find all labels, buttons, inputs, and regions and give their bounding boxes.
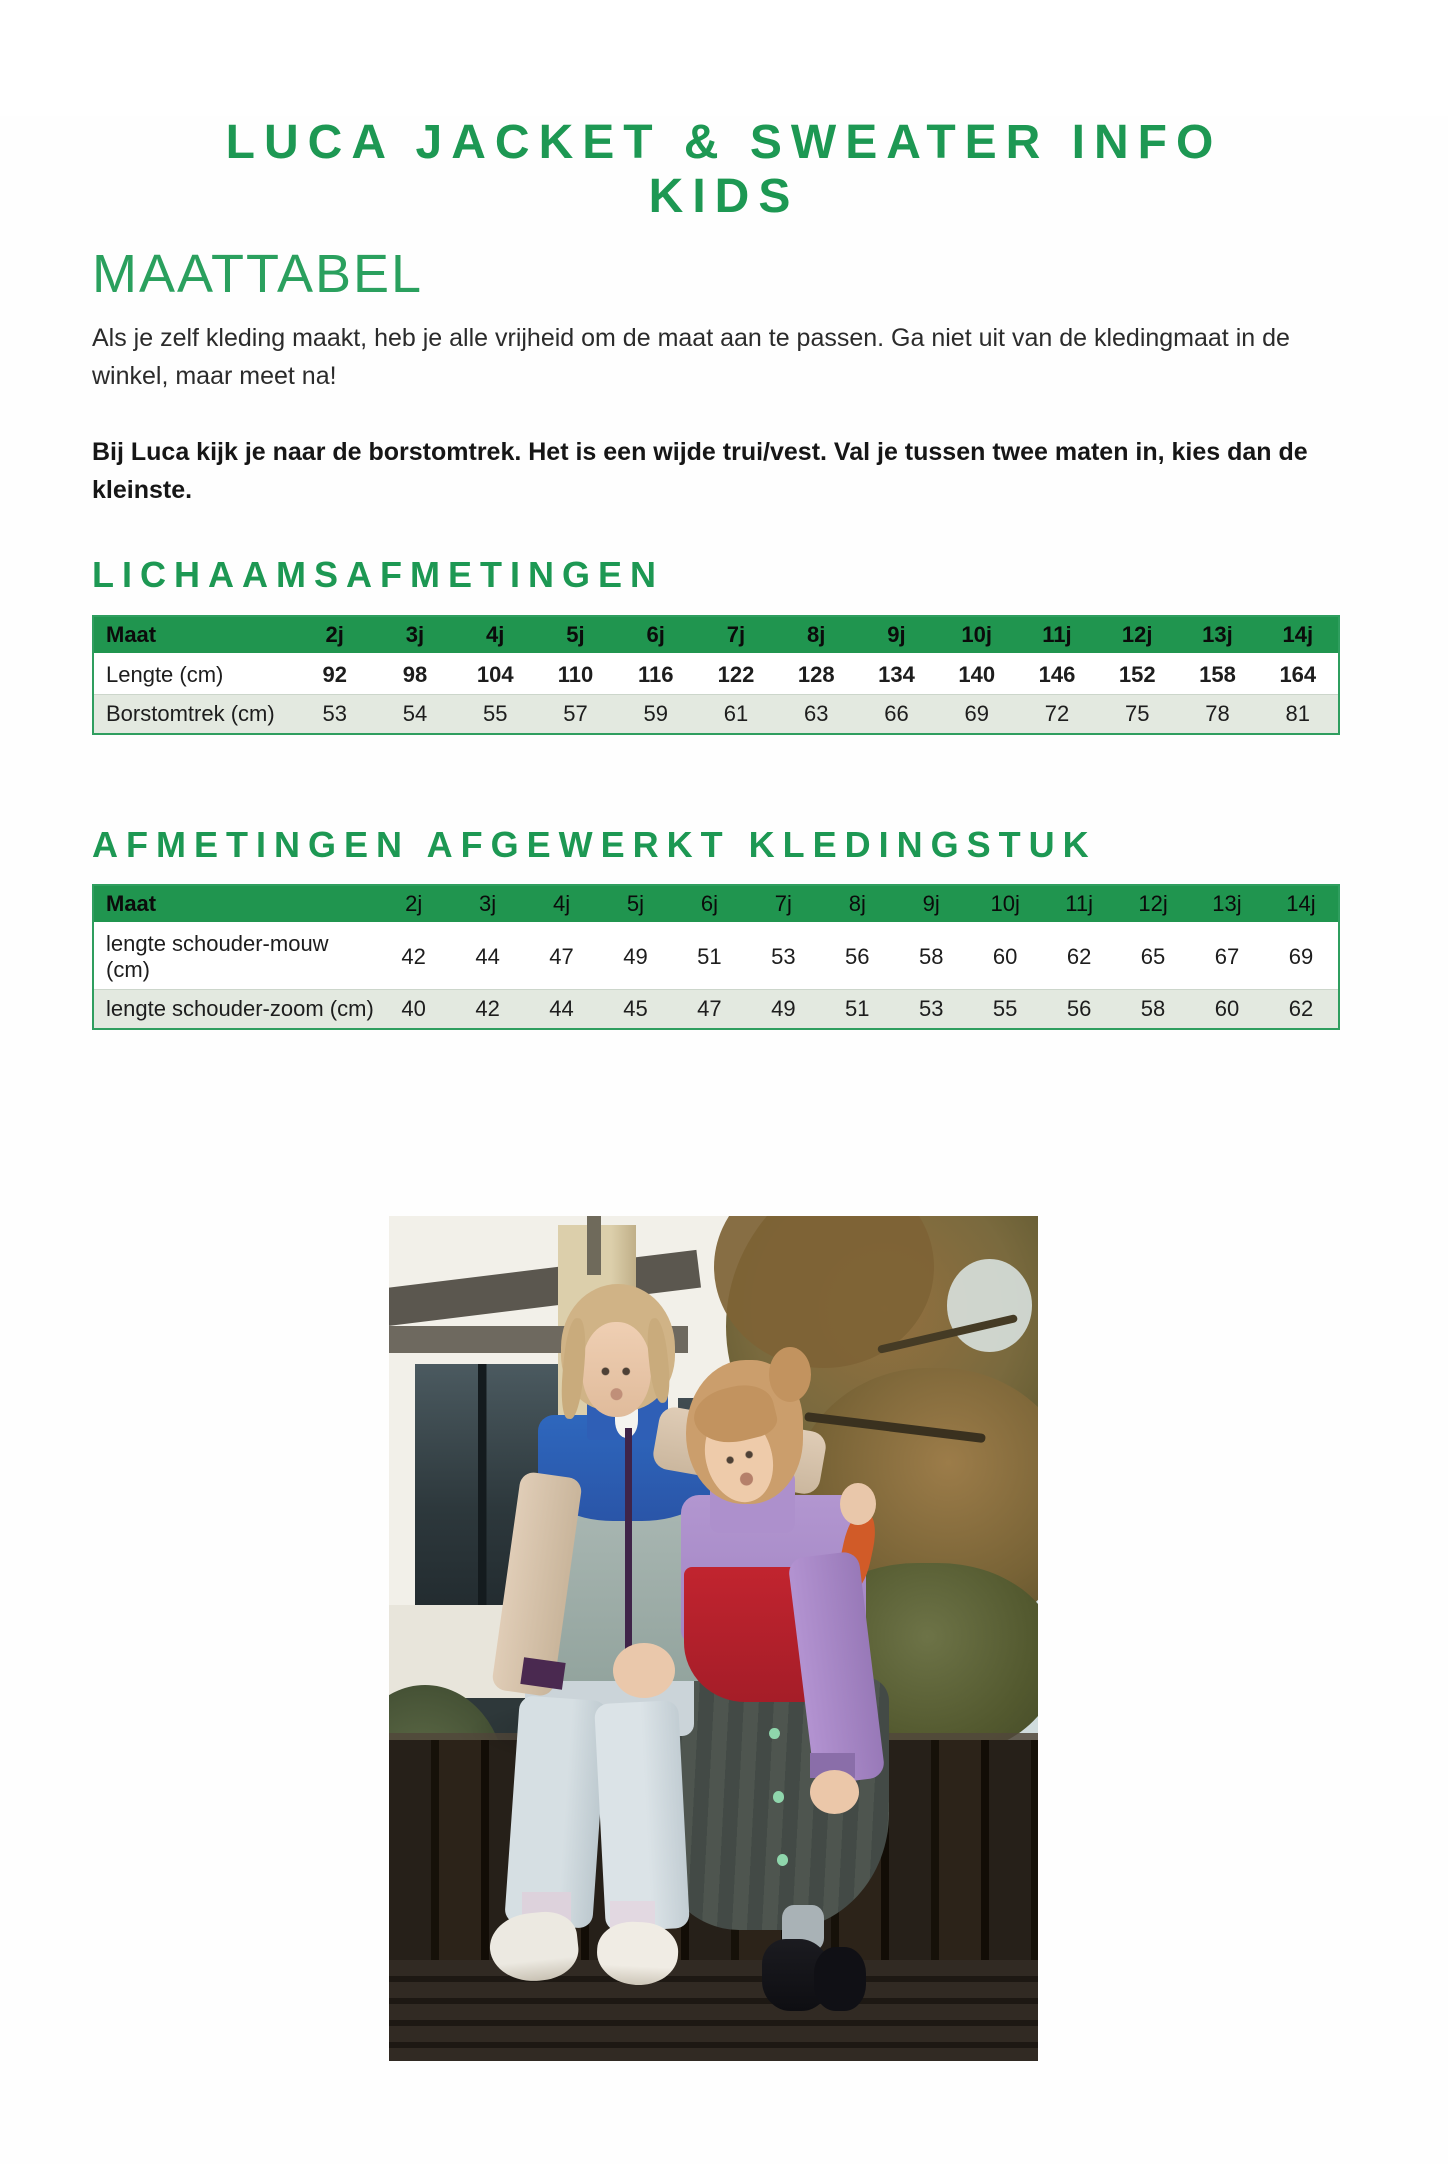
photo-girl2-hand [810,1770,859,1814]
column-header-label: Maat [94,886,377,925]
column-header-size: 14j [1258,617,1338,656]
measurement-value: 44 [525,989,599,1028]
measurement-value: 57 [535,694,615,733]
measurement-value: 58 [1116,989,1190,1028]
fit-advice-paragraph: Bij Luca kijk je naar de borstomtrek. Het is een wijde trui/vest. Val je tussen twee maten in, kies dan de kleinste. [92,438,1308,505]
column-header-size: 11j [1017,617,1097,656]
measurement-value: 60 [968,925,1042,989]
measurement-value: 164 [1258,656,1338,694]
column-header-size: 3j [375,617,455,656]
column-header-size: 14j [1264,886,1338,925]
measurement-value: 92 [295,656,375,694]
measurement-value: 42 [377,925,451,989]
measurement-value: 59 [616,694,696,733]
measurement-value: 62 [1264,989,1338,1028]
column-header-size: 10j [968,886,1042,925]
measurement-value: 56 [1042,989,1116,1028]
measurement-value: 61 [696,694,776,733]
measurement-value: 140 [937,656,1017,694]
measurement-value: 158 [1177,656,1257,694]
measurement-value: 42 [451,989,525,1028]
column-header-size: 5j [599,886,673,925]
table-row [94,694,1338,733]
column-header-size: 2j [295,617,375,656]
table-row [94,925,1338,989]
body-measurements-heading: LICHAAMSAFMETINGEN [92,554,664,596]
measurement-value: 40 [377,989,451,1028]
intro-paragraph: Als je zelf kleding maakt, heb je alle vrijheid om de maat aan te passen. Ga niet uit van de kledingmaat in de winkel, maar meet na! [92,324,1290,391]
measurement-value: 128 [776,656,856,694]
photo-chimney-slot [587,1216,601,1275]
measurement-value: 45 [599,989,673,1028]
row-label: Borstomtrek (cm) [94,694,295,733]
measurement-value: 78 [1177,694,1257,733]
measurement-value: 47 [672,989,746,1028]
photo-girl2-skirt-button [773,1791,784,1803]
measurement-value: 66 [856,694,936,733]
measurement-value: 69 [937,694,1017,733]
page-title [40,116,1408,224]
page-content [0,246,1448,2061]
photo-girl2-hair-bun [769,1347,811,1402]
column-header-size: 9j [894,886,968,925]
photo-girl1-cuff [520,1657,566,1690]
measurement-value: 54 [375,694,455,733]
measurement-value: 55 [455,694,535,733]
measurement-value: 110 [535,656,615,694]
measurement-value: 67 [1190,925,1264,989]
measurement-value: 146 [1017,656,1097,694]
column-header-size: 6j [616,617,696,656]
photo-girl1-face [582,1322,651,1417]
body-measurements-table [92,615,1340,735]
column-header-size: 12j [1097,617,1177,656]
column-header-size: 5j [535,617,615,656]
measurement-value: 55 [968,989,1042,1028]
column-header-size: 8j [820,886,894,925]
product-photo [389,1216,1038,2061]
photo-girl1-hands [613,1643,675,1698]
column-header-size: 10j [937,617,1017,656]
photo-girl1-leg [594,1700,690,1932]
column-header-size: 9j [856,617,936,656]
column-header-label: Maat [94,617,295,656]
measurement-value: 53 [295,694,375,733]
column-header-size: 4j [455,617,535,656]
measurement-value: 75 [1097,694,1177,733]
photo-sky-gap [947,1259,1031,1352]
measurement-value: 116 [616,656,696,694]
measurement-value: 53 [746,925,820,989]
measurement-value: 51 [820,989,894,1028]
table-row [94,656,1338,694]
photo-girl1-zipper [625,1428,632,1673]
table-row [94,989,1338,1028]
measurement-value: 62 [1042,925,1116,989]
column-header-size: 11j [1042,886,1116,925]
page-title-line1: LUCA JACKET & SWEATER INFO [225,116,1223,169]
measurement-value: 51 [672,925,746,989]
column-header-size: 4j [525,886,599,925]
measurement-value: 47 [525,925,599,989]
measurement-value: 49 [599,925,673,989]
column-header-size: 7j [746,886,820,925]
row-label: lengte schouder-mouw (cm) [94,925,377,989]
measurement-value: 53 [894,989,968,1028]
document-page [0,116,1448,2164]
column-header-size: 8j [776,617,856,656]
measurement-value: 44 [451,925,525,989]
photo-girl1-hand-on-shoulder [840,1483,876,1525]
measurement-value: 152 [1097,656,1177,694]
measurement-value: 69 [1264,925,1338,989]
photo-girl2-boot [814,1947,866,2010]
measurement-value: 65 [1116,925,1190,989]
measurement-value: 81 [1258,694,1338,733]
measurement-value: 49 [746,989,820,1028]
row-label: Lengte (cm) [94,656,295,694]
measurement-value: 60 [1190,989,1264,1028]
measurement-value: 104 [455,656,535,694]
measurement-value: 58 [894,925,968,989]
measurement-value: 122 [696,656,776,694]
column-header-size: 3j [451,886,525,925]
finished-garment-heading: AFMETINGEN AFGEWERKT KLEDINGSTUK [92,823,1097,865]
finished-garment-table [92,884,1340,1030]
column-header-size: 6j [672,886,746,925]
page-title-line2: KIDS [648,170,800,224]
measurement-value: 63 [776,694,856,733]
measurement-value: 56 [820,925,894,989]
column-header-size: 12j [1116,886,1190,925]
column-header-size: 2j [377,886,451,925]
column-header-size: 13j [1190,886,1264,925]
maattabel-heading: MAATTABEL [92,244,424,305]
measurement-value: 134 [856,656,936,694]
column-header-size: 13j [1177,617,1257,656]
column-header-size: 7j [696,617,776,656]
row-label: lengte schouder-zoom (cm) [94,989,377,1028]
measurement-value: 72 [1017,694,1097,733]
measurement-value: 98 [375,656,455,694]
photo-ground-planks [389,1960,1038,2061]
